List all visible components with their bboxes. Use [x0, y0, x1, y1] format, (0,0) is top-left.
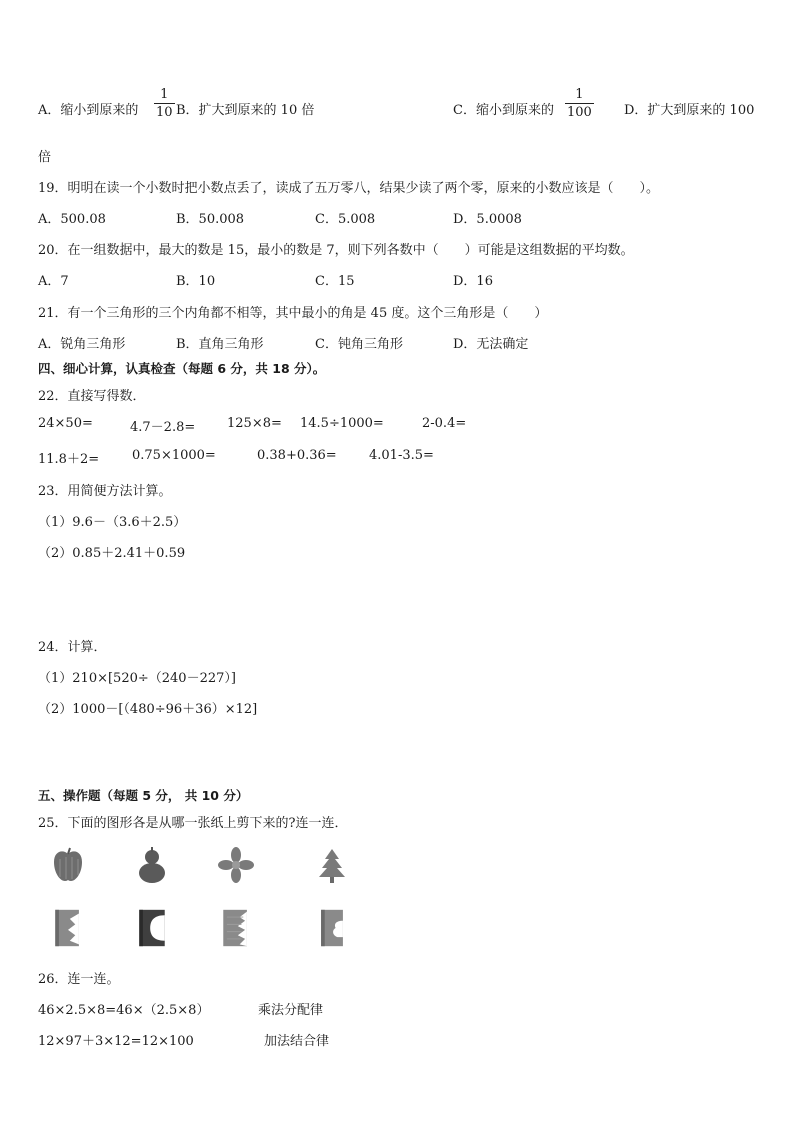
q18-option-d: D．扩大到原来的 100 [624, 103, 755, 118]
q24-item: （2）1000－[（480÷96＋36）×12] [38, 702, 258, 717]
q22-expr: 14.5÷1000= [300, 416, 384, 431]
q21-stem: 21．有一个三角形的三个内角都不相等，其中最小的角是 45 度。这个三角形是（ ） [38, 306, 548, 321]
q23-stem: 23．用简便方法计算。 [38, 484, 172, 499]
q19-option: D．5.0008 [453, 212, 522, 227]
apple-shape-icon [48, 845, 88, 885]
q20-option: A．7 [38, 274, 69, 289]
fraction-denominator: 10 [156, 105, 173, 120]
q19-option: A．500.08 [38, 212, 106, 227]
folded-paper-cut-1-icon [48, 908, 88, 948]
q20-stem: 20．在一组数据中，最大的数是 15，最小的数是 7，则下列各数中（ ）可能是这组数据的平均数。 [38, 243, 634, 258]
q25-stem: 25．下面的图形各是从哪一张纸上剪下来的?连一连． [38, 816, 348, 831]
q21-option: C．钝角三角形 [315, 337, 403, 352]
fraction-bar [154, 103, 175, 104]
q18-option-c [453, 99, 554, 118]
q18-option-c-text: C．缩小到原来的 [453, 103, 554, 118]
q22-expr: 2-0.4= [422, 416, 467, 431]
q20-option: B．10 [176, 274, 216, 289]
q21-option: B．直角三角形 [176, 337, 264, 352]
tree-shape-icon [312, 845, 352, 885]
q22-expr: 4.7－2.8= [130, 420, 196, 435]
q26-right-item: 乘法分配律 [258, 1003, 324, 1018]
fraction-denominator: 100 [567, 105, 592, 120]
q18-option-a [38, 99, 138, 118]
q23-item: （2）0.85＋2.41＋0.59 [38, 546, 186, 561]
q23-item: （1）9.6－（3.6＋2.5） [38, 515, 187, 530]
section-4-title: 四、细心计算，认真检查（每题 6 分，共 18 分）。 [38, 361, 326, 376]
q22-expr: 125×8= [227, 416, 282, 431]
gourd-shape-icon [132, 845, 172, 885]
q22-expr: 11.8＋2= [38, 452, 100, 467]
folded-paper-cut-4-icon [312, 908, 352, 948]
q26-left-item: 46×2.5×8=46×（2.5×8） [38, 1003, 210, 1018]
fraction-bar [565, 103, 594, 104]
q21-option: D．无法确定 [453, 337, 529, 352]
q22-expr: 0.75×1000= [132, 448, 216, 463]
q26-left-item: 12×97＋3×12=12×100 [38, 1034, 194, 1049]
fraction-numerator: 1 [160, 87, 169, 102]
q18-option-d-tail: 倍 [38, 150, 52, 165]
q26-stem: 26．连一连。 [38, 972, 120, 987]
q21-option: A．锐角三角形 [38, 337, 126, 352]
q22-expr: 24×50= [38, 416, 93, 431]
q18-option-c-fraction [565, 88, 594, 119]
q18-option-a-fraction [154, 88, 175, 119]
folded-paper-cut-3-icon [216, 908, 256, 948]
q22-stem: 22．直接写得数． [38, 389, 146, 404]
q20-option: C．15 [315, 274, 355, 289]
q18-option-b: B．扩大到原来的 10 倍 [176, 103, 315, 118]
q19-stem: 19．明明在读一个小数时把小数点丢了，读成了五万零八，结果少读了两个零，原来的小数应该是（ ）。 [38, 181, 660, 196]
q18-option-a-text: A．缩小到原来的 [38, 103, 139, 118]
q26-right-item: 加法结合律 [264, 1034, 330, 1049]
q22-expr: 0.38+0.36= [257, 448, 337, 463]
q24-stem: 24．计算． [38, 640, 107, 655]
q22-expr: 4.01-3.5= [369, 448, 434, 463]
q24-item: （1）210×[520÷（240－227）] [38, 671, 236, 686]
flower-shape-icon [216, 845, 256, 885]
q19-option: B．50.008 [176, 212, 245, 227]
fraction-numerator: 1 [575, 87, 584, 102]
q19-option: C．5.008 [315, 212, 376, 227]
q20-option: D．16 [453, 274, 493, 289]
folded-paper-cut-2-icon [132, 908, 172, 948]
section-5-title: 五、操作题（每题 5 分， 共 10 分） [38, 788, 249, 803]
